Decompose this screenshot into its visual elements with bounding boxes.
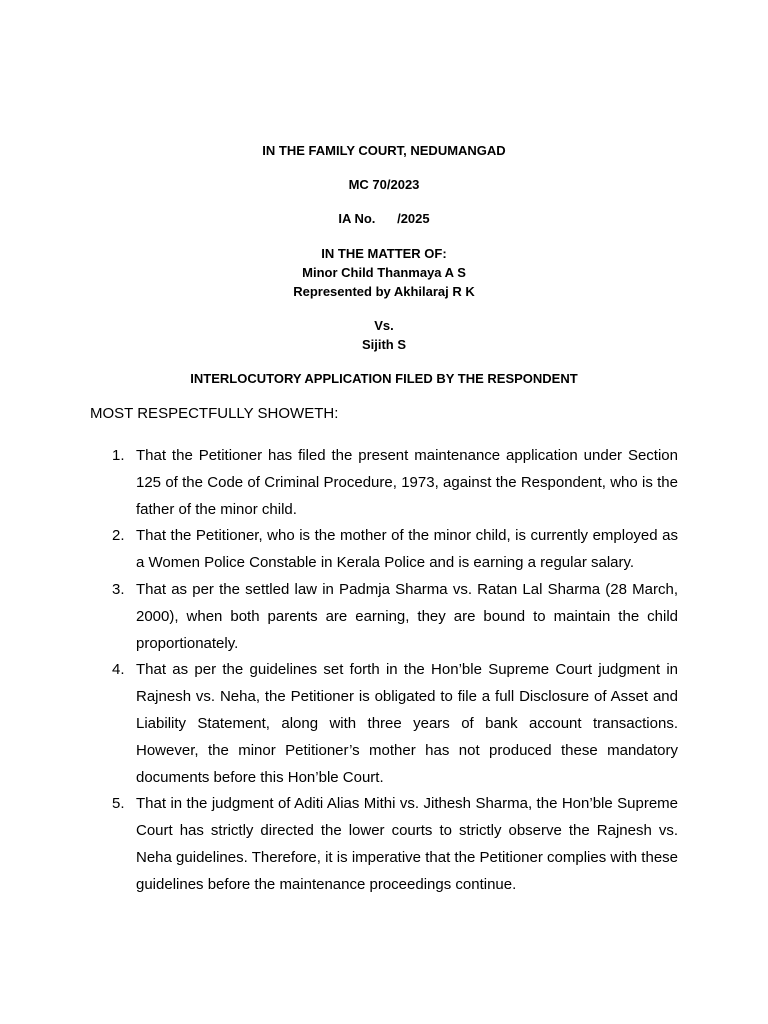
paragraph-number: 1. [112, 447, 125, 464]
paragraph-text: That in the judgment of Aditi Alias Mithi vs. Jithesh Sharma, the Hon’ble Supreme Court has strictly directed the lower courts to strictly observe the Rajnesh vs. Neha guidelines. Therefore, it is imperative that the Petitioner complies with these guidelines before the maintenance proceedings continue. [136, 795, 678, 893]
paragraph-number: 4. [112, 661, 125, 679]
paragraph-list [90, 443, 678, 899]
ia-number [0, 210, 768, 228]
paragraph-text: That the Petitioner, who is the mother of the minor child, is currently employed as a Women Police Constable in Kerala Police and is earning a regular salary. [136, 527, 678, 572]
list-item [90, 657, 678, 791]
paragraph-text: That the Petitioner has filed the present maintenance application under Section 125 of the Code of Criminal Procedure, 1973, against the Respondent, who is the father of the minor child. [136, 447, 678, 518]
petitioner-name: Minor Child Thanmaya A S [302, 265, 466, 280]
ia-suffix: /2025 [397, 211, 430, 226]
represented-by: Represented by Akhilaraj R K [293, 284, 475, 299]
matter-label: IN THE MATTER OF: [321, 246, 447, 261]
list-item [90, 577, 678, 657]
paragraph-number: 3. [112, 580, 125, 598]
list-item [90, 523, 678, 577]
versus-label: Vs. [374, 318, 394, 333]
court-title: IN THE FAMILY COURT, NEDUMANGAD [262, 143, 506, 158]
paragraph-number: 5. [112, 795, 125, 813]
ia-prefix: IA No. [338, 211, 376, 226]
salutation: MOST RESPECTFULLY SHOWETH: [90, 405, 339, 422]
versus-block [0, 316, 768, 354]
list-item [90, 791, 678, 898]
matter-block [0, 244, 768, 301]
case-number: MC 70/2023 [348, 177, 420, 192]
respondent-name: Sijith S [361, 337, 407, 352]
paragraph-number: 2. [112, 527, 125, 545]
application-title: INTERLOCUTORY APPLICATION FILED BY THE RESPONDENT [190, 371, 578, 386]
list-item [90, 443, 678, 523]
paragraph-text: That as per the guidelines set forth in the Hon’ble Supreme Court judgment in Rajnesh vs. Neha, the Petitioner is obligated to file a full Disclosure of Asset and Liability Statement, along with three years of bank account transactions. However, the minor Petitioner’s mother has not produced these mandatory documents before this Hon’ble Court. [136, 661, 678, 786]
paragraph-text: That as per the settled law in Padmja Sharma vs. Ratan Lal Sharma (28 March, 2000), when both parents are earning, they are bound to maintain the child proportionately. [136, 580, 678, 652]
